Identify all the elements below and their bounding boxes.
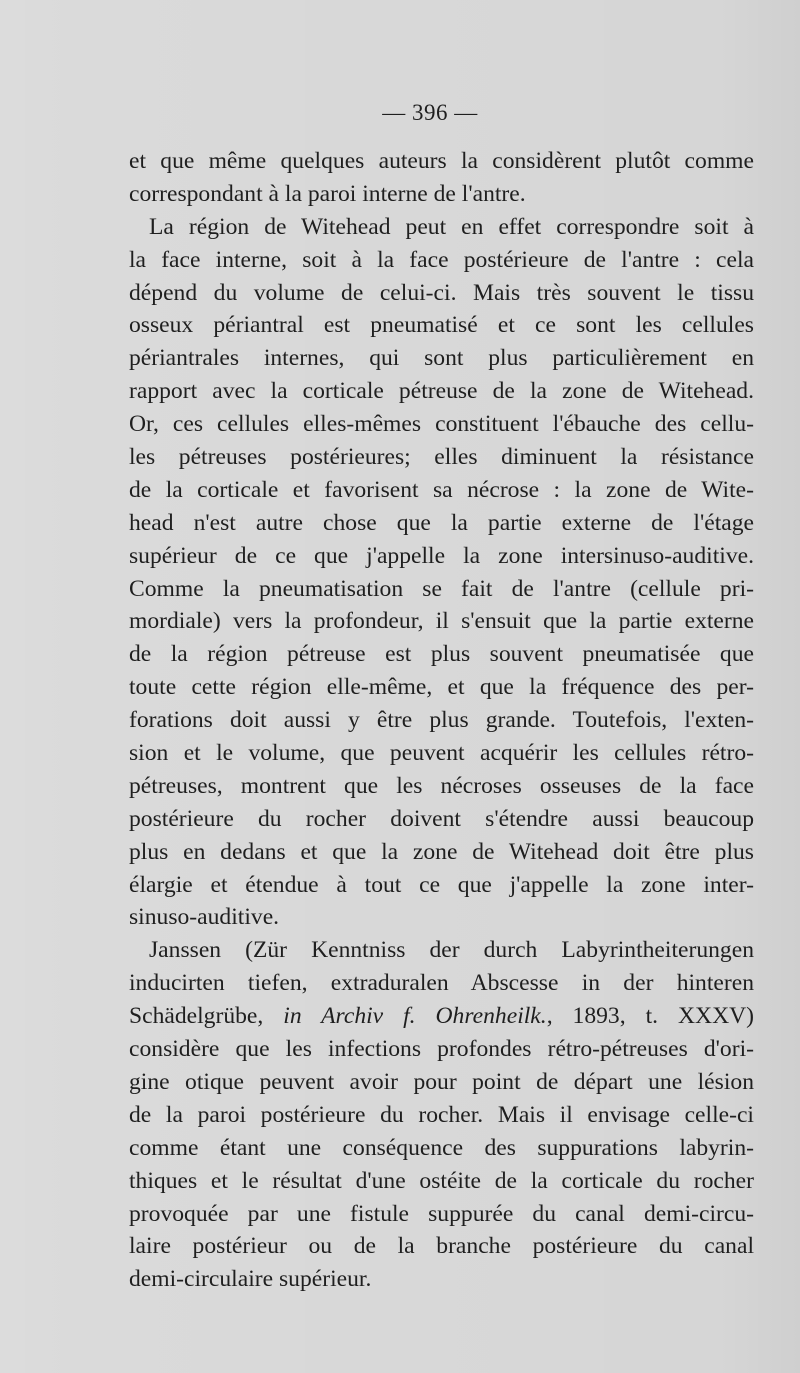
text-line: considère que les infections profondes rétro-pétreuses d'ori-: [129, 1036, 754, 1063]
text-line: postérieure du rocher doivent s'étendre aussi beaucoup: [129, 805, 754, 832]
text-line: La région de Witehead peut en effet correspondre soit à: [149, 213, 754, 240]
text-line: forations doit aussi y être plus grande. Toutefois, l'exten-: [129, 707, 754, 734]
text-line: la face interne, soit à la face postérieure de l'antre : cela: [129, 246, 754, 273]
text-line: supérieur de ce que j'appelle la zone intersinuso-auditive.: [129, 542, 754, 569]
text-line: comme étant une conséquence des suppurations labyrin-: [129, 1134, 754, 1161]
text-line: gine otique peuvent avoir pour point de départ une lésion: [129, 1068, 754, 1095]
text-line: élargie et étendue à tout ce que j'appelle la zone inter-: [129, 871, 754, 898]
text-line-with-citation: [129, 1000, 754, 1033]
text-line: sinuso-auditive.: [129, 904, 280, 931]
text-line: les pétreuses postérieures; elles diminuent la résistance: [129, 444, 754, 471]
text-line: osseux périantral est pneumatisé et ce sont les cellules: [129, 312, 754, 339]
text-line: et que même quelques auteurs la considèrent plutôt comme: [129, 148, 754, 174]
text-line: thiques et le résultat d'une ostéite de la corticale du rocher: [129, 1167, 754, 1194]
text-line: provoquée par une fistule suppurée du canal demi-circu-: [129, 1200, 754, 1227]
text-line: demi-circulaire supérieur.: [129, 1266, 372, 1293]
text-line: de la région pétreuse est plus souvent pneumatisée que: [129, 641, 754, 668]
text-line: de la paroi postérieure du rocher. Mais il envisage celle-ci: [129, 1101, 754, 1128]
citation-prefix: Schädelgrübe,: [129, 1003, 284, 1030]
page-number: — 396 —: [382, 100, 478, 125]
text-line: toute cette région elle-même, et que la fréquence des per-: [129, 674, 754, 701]
text-line: head n'est autre chose que la partie externe de l'étage: [129, 509, 754, 536]
citation-suffix: , 1893, t. XXXV): [546, 1003, 754, 1030]
text-line: laire postérieur ou de la branche postérieure du canal: [129, 1233, 754, 1260]
text-line: plus en dedans et que la zone de Witehead doit être plus: [129, 838, 754, 865]
text-line: dépend du volume de celui-ci. Mais très souvent le tissu: [129, 279, 754, 306]
text-line: rapport avec la corticale pétreuse de la zone de Witehead.: [129, 378, 754, 405]
text-line: de la corticale et favorisent sa nécrose : la zone de Wite-: [129, 476, 754, 503]
text-line: Janssen (Zür Kenntniss der durch Labyrintheiterungen: [149, 937, 754, 964]
text-line: inducirten tiefen, extraduralen Abscesse in der hinteren: [129, 970, 754, 997]
text-line: sion et le volume, que peuvent acquérir les cellules rétro-: [129, 740, 754, 767]
text-line: Or, ces cellules elles-mêmes constituent l'ébauche des cellu-: [129, 411, 754, 438]
text-line: périantrales internes, qui sont plus particulièrement en: [129, 345, 754, 372]
body-text: [129, 145, 754, 1296]
text-line: pétreuses, montrent que les nécroses osseuses de la face: [129, 772, 754, 799]
text-line: mordiale) vers la profondeur, il s'ensuit que la partie externe: [129, 608, 754, 635]
text-line: correspondant à la paroi interne de l'antre.: [129, 180, 526, 207]
text-line: Comme la pneumatisation se fait de l'antre (cellule pri-: [129, 575, 754, 602]
citation-journal: in Archiv f. Ohrenheilk.: [283, 1003, 547, 1030]
